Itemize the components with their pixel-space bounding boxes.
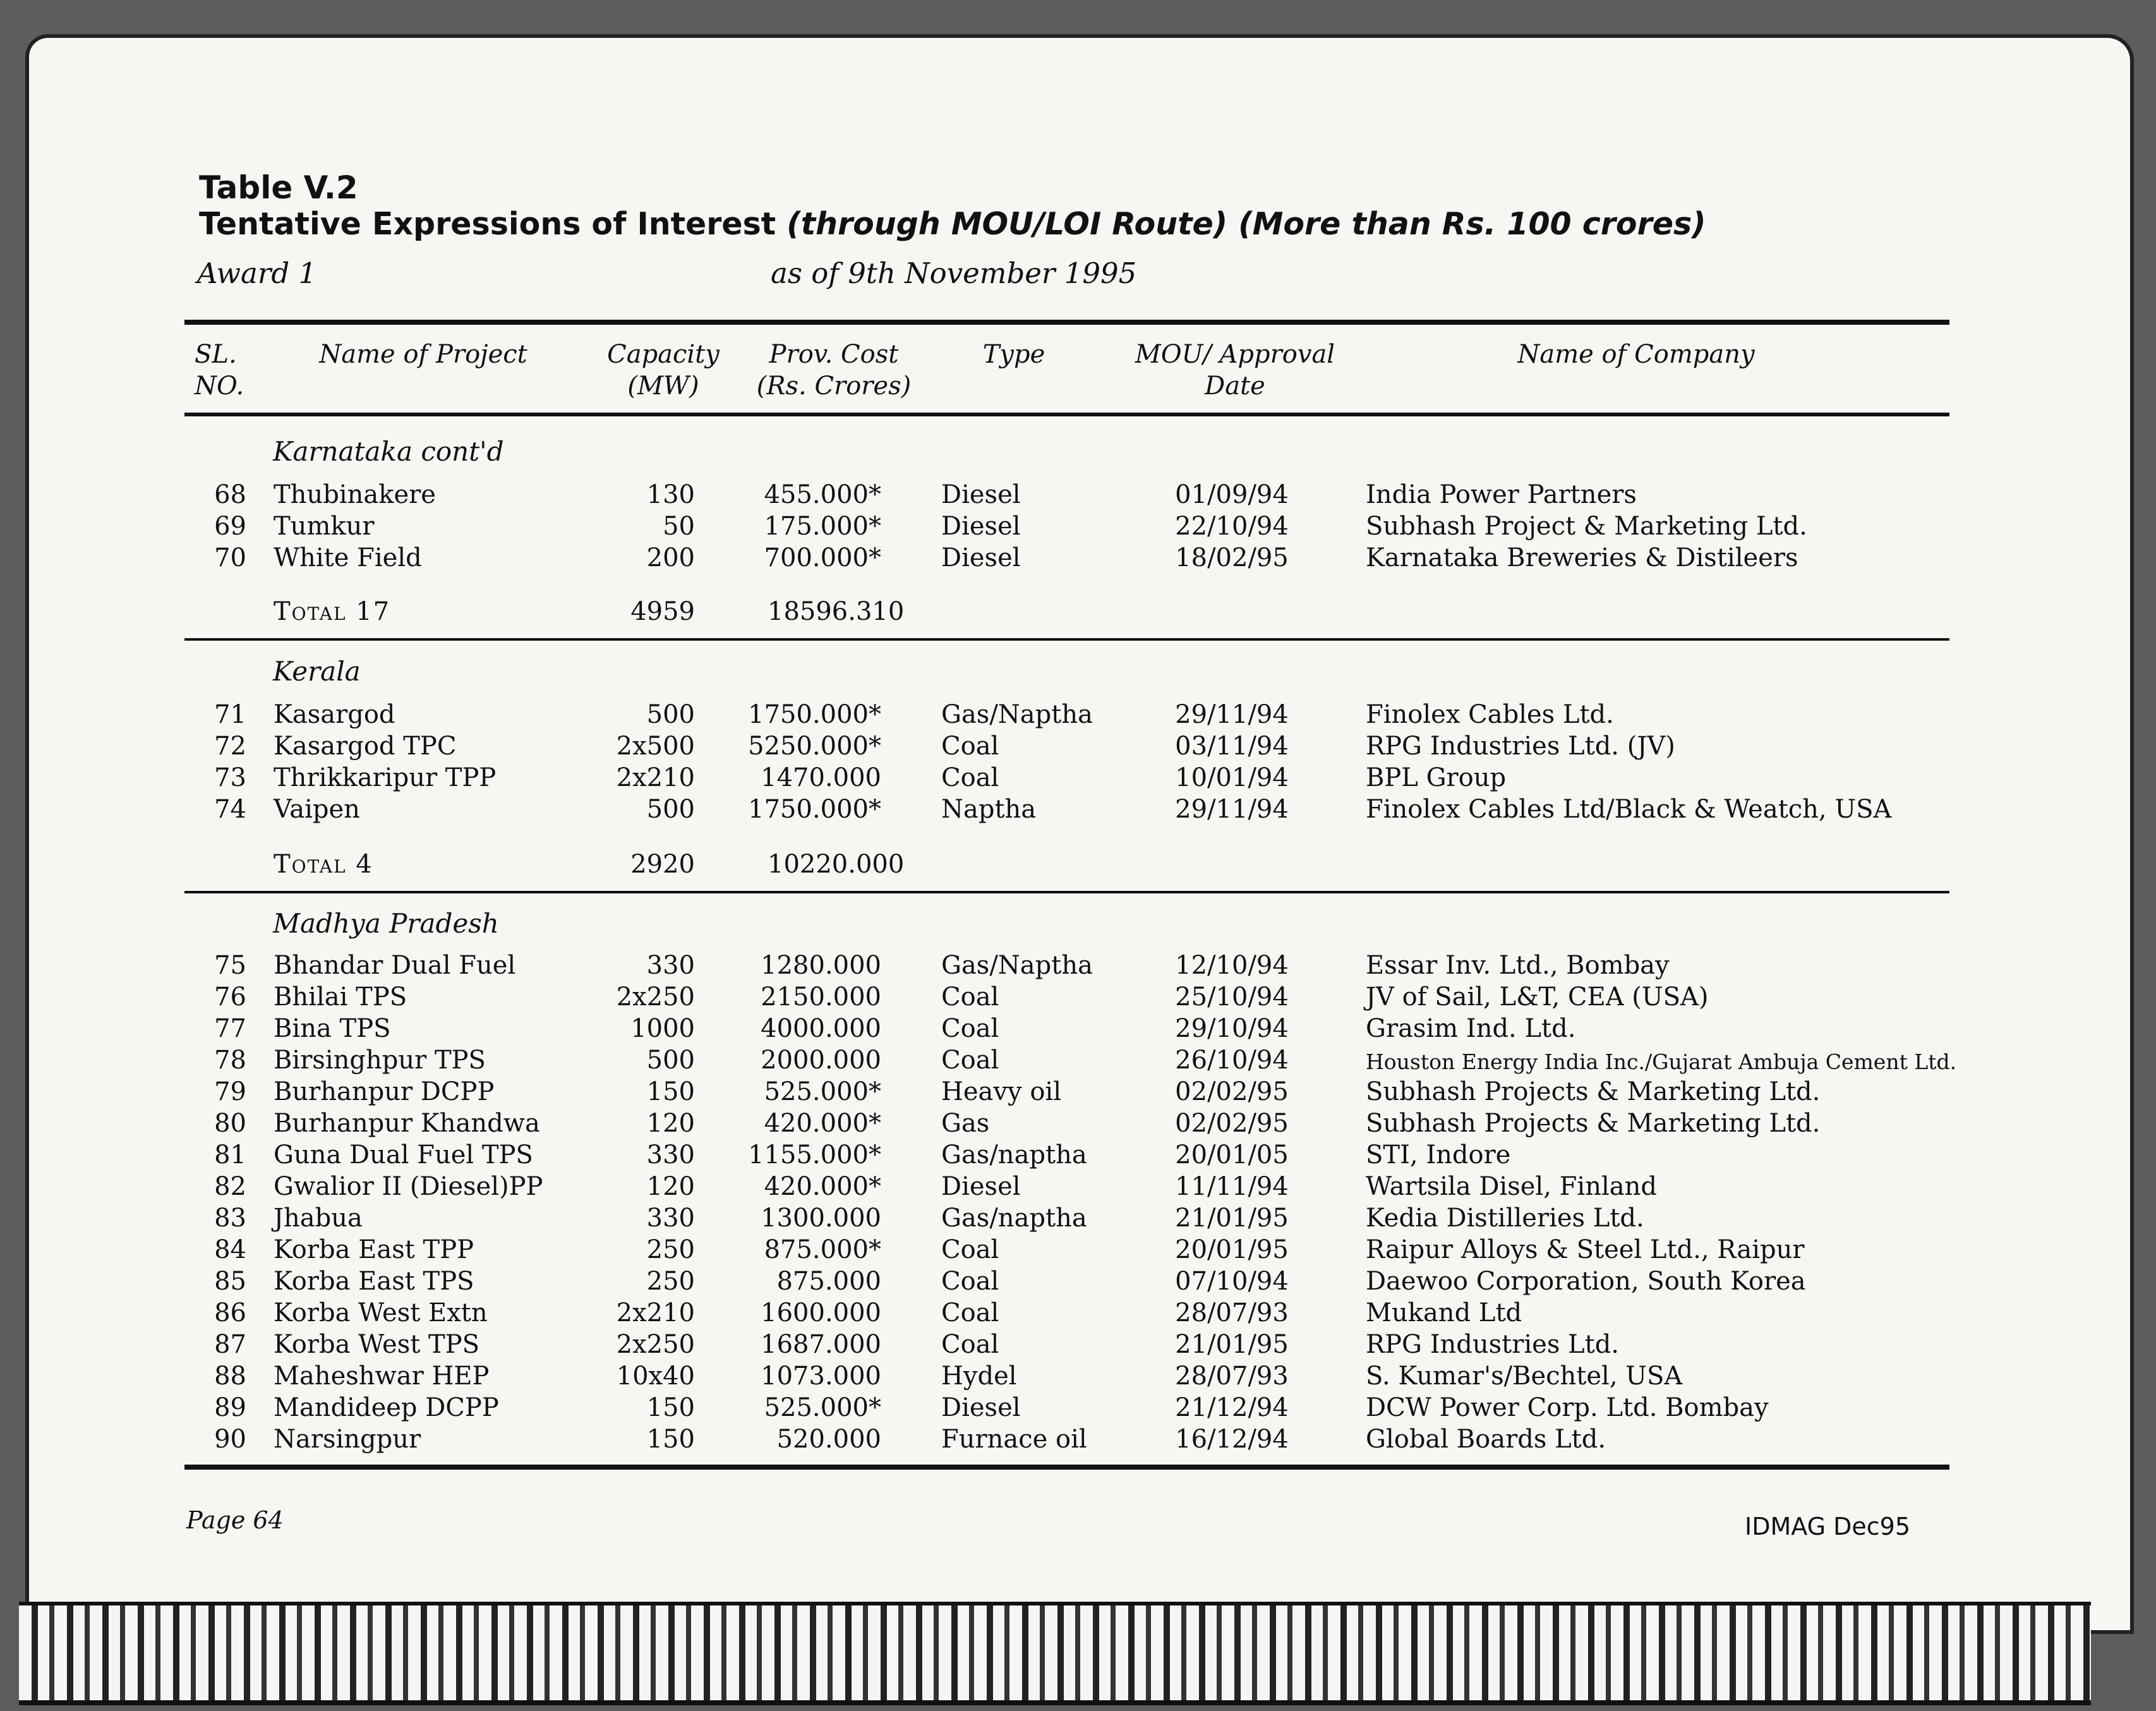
row-number: 87 [214,1330,246,1359]
section-heading: Karnataka cont'd [273,436,504,467]
total-capacity: 2920 [630,850,695,879]
approval-date: 16/12/94 [1175,1425,1289,1454]
company-name: JV of Sail, L&T, CEA (USA) [1366,982,1709,1012]
prov-cost: 1600.000 [761,1298,881,1327]
page-number: Page 64 [186,1506,284,1534]
project-name: Birsinghpur TPS [274,1046,486,1075]
row-number: 88 [214,1362,246,1391]
project-name: Gwalior II (Diesel)PP [274,1172,543,1201]
row-number: 79 [214,1077,246,1106]
header-cost: Prov. Cost (Rs. Crores) [756,340,912,401]
prov-cost: 4000.000 [761,1014,881,1043]
company-name: RPG Industries Ltd. [1366,1330,1620,1359]
type: Gas/naptha [941,1204,1087,1233]
project-name: Thubinakere [274,480,436,509]
capacity: 2x250 [616,1330,695,1359]
approval-date: 20/01/95 [1175,1235,1289,1264]
header-bottom-rule [184,413,1949,416]
prov-cost: 1687.000 [761,1330,881,1359]
capacity: 200 [646,543,695,572]
company-name: Raipur Alloys & Steel Ltd., Raipur [1366,1235,1805,1264]
type: Heavy oil [941,1077,1061,1106]
type: Gas/Naptha [941,951,1093,980]
company-name: DCW Power Corp. Ltd. Bombay [1366,1393,1769,1422]
company-name: Subhash Projects & Marketing Ltd. [1366,1109,1821,1138]
capacity: 330 [646,1140,695,1170]
capacity: 250 [646,1267,695,1296]
type: Gas/naptha [941,1140,1087,1170]
capacity: 1000 [630,1014,695,1043]
company-name: Daewoo Corporation, South Korea [1366,1267,1806,1296]
total-cost: 10220.000 [768,850,905,879]
row-number: 73 [214,763,246,792]
row-number: 84 [214,1235,246,1264]
company-name: Essar Inv. Ltd., Bombay [1366,951,1670,980]
row-number: 70 [214,543,246,572]
project-name: Jhabua [274,1204,363,1233]
capacity: 250 [646,1235,695,1264]
type: Diesel [941,512,1021,541]
approval-date: 22/10/94 [1175,512,1289,541]
approval-date: 03/11/94 [1175,732,1289,761]
capacity: 2x210 [616,763,695,792]
type: Diesel [941,1393,1021,1422]
spiral-binding [19,1602,2091,1705]
capacity: 150 [646,1393,695,1422]
approval-date: 01/09/94 [1175,480,1289,509]
project-name: Narsingpur [274,1425,421,1454]
type: Diesel [941,543,1021,572]
type: Coal [941,1267,999,1296]
project-name: Maheshwar HEP [274,1362,490,1391]
approval-date: 29/10/94 [1175,1014,1289,1043]
company-name: Wartsila Disel, Finland [1366,1172,1657,1201]
award-label: Award 1 [197,257,317,290]
prov-cost: 1750.000* [748,700,881,729]
section-heading: Kerala [273,656,361,687]
company-name: India Power Partners [1366,480,1637,509]
approval-date: 11/11/94 [1175,1172,1289,1201]
project-name: Tumkur [274,512,375,541]
row-number: 78 [214,1046,246,1075]
company-name: Karnataka Breweries & Distileers [1366,543,1798,572]
total-label: Total 4 [274,850,373,879]
project-name: Vaipen [274,795,360,824]
capacity: 500 [646,700,695,729]
prov-cost: 5250.000* [748,732,881,761]
capacity: 330 [646,951,695,980]
capacity: 2x500 [616,732,695,761]
prov-cost: 175.000* [764,512,881,541]
row-number: 82 [214,1172,246,1201]
approval-date: 21/01/95 [1175,1204,1289,1233]
project-name: Mandideep DCPP [274,1393,499,1422]
project-name: Korba East TPS [274,1267,474,1296]
header-capacity: Capacity (MW) [607,340,720,401]
capacity: 120 [646,1172,695,1201]
approval-date: 07/10/94 [1175,1267,1289,1296]
company-name: RPG Industries Ltd. (JV) [1366,732,1675,761]
capacity: 10x40 [616,1362,695,1391]
table-label: Table V.2 [199,169,358,206]
capacity: 500 [646,795,695,824]
capacity: 150 [646,1425,695,1454]
project-name: Korba West Extn [274,1298,488,1327]
approval-date: 02/02/95 [1175,1077,1289,1106]
header-date: MOU/ Approval Date [1135,340,1335,401]
type: Coal [941,1014,999,1043]
company-name: STI, Indore [1366,1140,1511,1170]
publication-label: IDMAG Dec95 [1745,1513,1910,1540]
prov-cost: 1280.000 [761,951,881,980]
section-divider [184,638,1949,641]
type: Diesel [941,1172,1021,1201]
type: Coal [941,1046,999,1075]
title-main: Tentative Expressions of Interest [199,206,787,242]
company-name: Subhash Project & Marketing Ltd. [1366,512,1807,541]
prov-cost: 2150.000 [761,982,881,1012]
type: Coal [941,732,999,761]
project-name: Kasargod TPC [274,732,457,761]
company-name: Subhash Projects & Marketing Ltd. [1366,1077,1821,1106]
capacity: 2x210 [616,1298,695,1327]
approval-date: 29/11/94 [1175,795,1289,824]
section-divider [184,891,1949,893]
project-name: Bhandar Dual Fuel [274,951,516,980]
type: Furnace oil [941,1425,1087,1454]
prov-cost: 1470.000 [761,763,881,792]
table-top-rule [184,320,1949,325]
row-number: 75 [214,951,246,980]
total-label: Total 17 [274,597,391,626]
prov-cost: 520.000 [776,1425,881,1454]
prov-cost: 420.000* [764,1172,881,1201]
header-company: Name of Company [1517,340,1755,369]
company-name: BPL Group [1366,763,1507,792]
capacity: 130 [646,480,695,509]
prov-cost: 455.000* [764,480,881,509]
company-name: Houston Energy India Inc./Gujarat Ambuja Cement Ltd. [1366,1049,1957,1074]
project-name: White Field [274,543,422,572]
row-number: 74 [214,795,246,824]
approval-date: 21/12/94 [1175,1393,1289,1422]
approval-date: 28/07/93 [1175,1298,1289,1327]
row-number: 76 [214,982,246,1012]
total-capacity: 4959 [630,597,695,626]
approval-date: 21/01/95 [1175,1330,1289,1359]
company-name: Kedia Distilleries Ltd. [1366,1204,1644,1233]
type: Coal [941,1330,999,1359]
prov-cost: 700.000* [764,543,881,572]
company-name: Global Boards Ltd. [1366,1425,1606,1454]
type: Naptha [941,795,1037,824]
approval-date: 10/01/94 [1175,763,1289,792]
prov-cost: 1750.000* [748,795,881,824]
capacity: 2x250 [616,982,695,1012]
header-sl: SL. NO. [195,340,244,401]
project-name: Bhilai TPS [274,982,407,1012]
type: Gas [941,1109,990,1138]
row-number: 77 [214,1014,246,1043]
type: Diesel [941,480,1021,509]
row-number: 83 [214,1204,246,1233]
row-number: 90 [214,1425,246,1454]
title-italic: (through MOU/LOI Route) (More than Rs. 100 crores) [786,206,1706,242]
row-number: 72 [214,732,246,761]
table-title [199,206,1706,242]
table-bottom-rule [184,1465,1949,1470]
row-number: 71 [214,700,246,729]
prov-cost: 1155.000* [748,1140,881,1170]
approval-date: 28/07/93 [1175,1362,1289,1391]
project-name: Burhanpur Khandwa [274,1109,540,1138]
row-number: 89 [214,1393,246,1422]
header-project: Name of Project [319,340,527,369]
row-number: 69 [214,512,246,541]
row-number: 85 [214,1267,246,1296]
prov-cost: 875.000 [776,1267,881,1296]
capacity: 150 [646,1077,695,1106]
row-number: 81 [214,1140,246,1170]
type: Gas/Naptha [941,700,1093,729]
company-name: Grasim Ind. Ltd. [1366,1014,1576,1043]
as-of-date: as of 9th November 1995 [771,257,1137,290]
prov-cost: 525.000* [764,1077,881,1106]
approval-date: 25/10/94 [1175,982,1289,1012]
approval-date: 29/11/94 [1175,700,1289,729]
company-name: Mukand Ltd [1366,1298,1522,1327]
prov-cost: 2000.000 [761,1046,881,1075]
capacity: 50 [663,512,695,541]
capacity: 500 [646,1046,695,1075]
project-name: Guna Dual Fuel TPS [274,1140,533,1170]
project-name: Kasargod [274,700,395,729]
company-name: Finolex Cables Ltd/Black & Weatch, USA [1366,795,1892,824]
section-heading: Madhya Pradesh [273,908,499,939]
project-name: Burhanpur DCPP [274,1077,495,1106]
row-number: 68 [214,480,246,509]
type: Coal [941,763,999,792]
project-name: Thrikkaripur TPP [274,763,497,792]
prov-cost: 1300.000 [761,1204,881,1233]
row-number: 86 [214,1298,246,1327]
project-name: Korba East TPP [274,1235,474,1264]
prov-cost: 420.000* [764,1109,881,1138]
prov-cost: 875.000* [764,1235,881,1264]
approval-date: 02/02/95 [1175,1109,1289,1138]
approval-date: 26/10/94 [1175,1046,1289,1075]
row-number: 80 [214,1109,246,1138]
type: Coal [941,1298,999,1327]
project-name: Korba West TPS [274,1330,480,1359]
type: Coal [941,982,999,1012]
prov-cost: 525.000* [764,1393,881,1422]
type: Hydel [941,1362,1017,1391]
approval-date: 18/02/95 [1175,543,1289,572]
approval-date: 20/01/05 [1175,1140,1289,1170]
approval-date: 12/10/94 [1175,951,1289,980]
capacity: 330 [646,1204,695,1233]
prov-cost: 1073.000 [761,1362,881,1391]
company-name: Finolex Cables Ltd. [1366,700,1614,729]
capacity: 120 [646,1109,695,1138]
header-type: Type [982,340,1045,369]
type: Coal [941,1235,999,1264]
company-name: S. Kumar's/Bechtel, USA [1366,1362,1683,1391]
project-name: Bina TPS [274,1014,391,1043]
total-cost: 18596.310 [768,597,905,626]
